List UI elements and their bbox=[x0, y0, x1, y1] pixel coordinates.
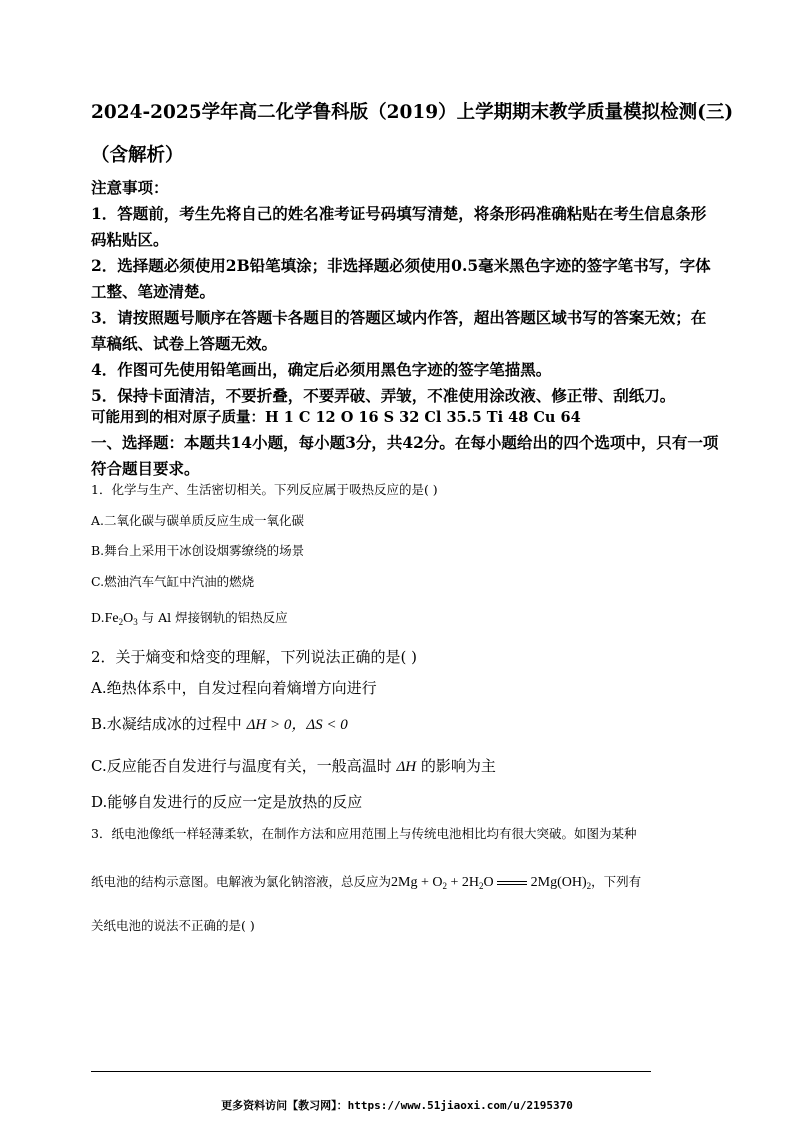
section-1-heading: 一、选择题：本题共14小题，每小题3分，共42分。在每小题给出的四个选项中，只有一项符合题目要求。 bbox=[91, 433, 719, 478]
notice-item-2: 2．选择题必须使用2B铅笔填涂；非选择题必须使用0.5毫米黑色字迹的签字笔书写，字体工整、笔迹清楚。 bbox=[91, 256, 711, 301]
q1-option-d-label: D. bbox=[91, 610, 105, 625]
q2-option-c-suffix: 的影响为主 bbox=[420, 757, 496, 775]
q1-stem: 1．化学与生产、生活密切相关。下列反应属于吸热反应的是( ) bbox=[91, 482, 438, 497]
q3-line-2-suffix: ，下列有 bbox=[591, 874, 642, 889]
fe2o3-formula: $Fe_2O_3$ bbox=[104, 611, 138, 627]
q2-option-b-text: B.水凝结成冰的过程中 bbox=[91, 715, 242, 733]
footer-link[interactable]: 更多资料访问【教习网】：https://www.51jiaoxi.com/u/2195370 bbox=[221, 1099, 573, 1112]
q1-option-d bbox=[91, 607, 721, 633]
q1-option-a: A.二氧化碳与碳单质反应生成一氧化碳 bbox=[91, 513, 305, 528]
notice-heading: 注意事项： bbox=[91, 178, 169, 197]
notice-item-4: 4．作图可先使用铅笔画出，确定后必须用黑色字迹的签字笔描黑。 bbox=[91, 360, 552, 379]
q2-option-b bbox=[91, 713, 721, 736]
q3-line-2-text: 纸电池的结构示意图。电解液为氯化钠溶液，总反应为 bbox=[91, 874, 392, 889]
footer-divider bbox=[91, 1071, 651, 1072]
q2-option-c bbox=[91, 755, 721, 778]
page-subtitle: （含解析） bbox=[91, 145, 184, 166]
atomic-masses: 可能用到的相对原子质量：H 1 C 12 O 16 S 32 Cl 35.5 Ti 48 Cu 64 bbox=[91, 409, 581, 426]
notice-item-3: 3．请按照题号顺序在答题卡各题目的答题区域内作答，超出答题区域书写的答案无效；在草稿纸、试卷上答题无效。 bbox=[91, 308, 707, 353]
q1-option-b: B.舞台上采用干冰创设烟雾缭绕的场景 bbox=[91, 543, 305, 558]
q2-option-d: D.能够自发进行的反应一定是放热的反应 bbox=[91, 793, 363, 811]
q2-option-c-formula: ΔH bbox=[396, 759, 417, 775]
q1-option-c: C.燃油汽车气缸中汽油的燃烧 bbox=[91, 574, 255, 589]
q2-option-a: A.绝热体系中，自发过程向着熵增方向进行 bbox=[91, 679, 377, 697]
q3-line-3: 关纸电池的说法不正确的是( ) bbox=[91, 918, 255, 933]
page-title: 2024-2025学年高二化学鲁科版（2019）上学期期末教学质量模拟检测(三) bbox=[91, 102, 734, 123]
total-reaction-equation: $2Mg + O_2 + 2H_2O$ $2Mg(OH)_2$ bbox=[391, 875, 592, 891]
q2-stem: 2．关于熵变和焓变的理解，下列说法正确的是( ) bbox=[91, 648, 418, 666]
notice-item-5: 5．保持卡面清洁，不要折叠，不要弄破、弄皱，不准使用涂改液、修正带、刮纸刀。 bbox=[91, 386, 676, 405]
q2-option-c-text: C.反应能否自发进行与温度有关，一般高温时 bbox=[91, 757, 392, 775]
notice-item-1: 1．答题前，考生先将自己的姓名准考证号码填写清楚，将条形码准确粘贴在考生信息条形码粘贴区。 bbox=[91, 204, 707, 249]
q3-line-1: 3．纸电池像纸一样轻薄柔软，在制作方法和应用范围上与传统电池相比均有很大突破。如图为某种 bbox=[91, 826, 637, 841]
q1-option-d-text: 与 Al 焊接钢轨的铝热反应 bbox=[141, 610, 288, 625]
q3-line-2 bbox=[91, 871, 721, 897]
q2-option-b-formula: ΔH > 0，ΔS < 0 bbox=[246, 717, 348, 733]
